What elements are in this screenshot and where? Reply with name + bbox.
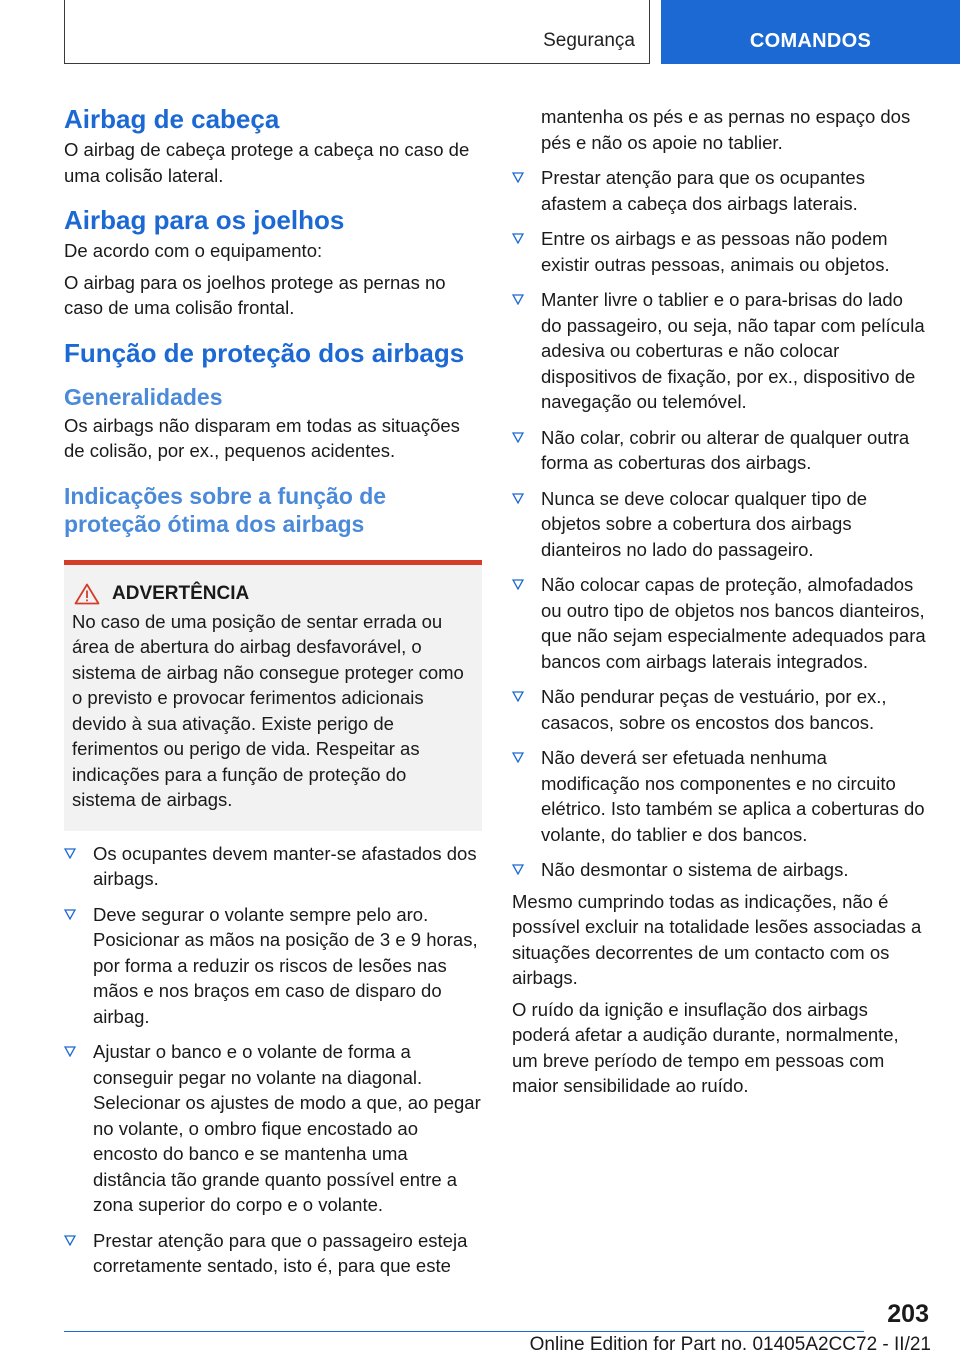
list-item: Não desmontar o sistema de airbags. [512,857,928,883]
triangle-bullet-icon [512,579,524,590]
triangle-bullet-icon [512,493,524,504]
list-item: Não deverá ser efetuada nenhuma modificação nos componentes e no circuito elétrico. Isto também se aplica a coberturas do volante, do tablier e dos bancos. [512,745,928,847]
triangle-bullet-icon [512,432,524,443]
warning-triangle-icon [74,583,100,605]
list-item: Manter livre o tablier e o para-brisas do lado do passageiro, ou seja, não tapar com película adesiva ou coberturas e não colocar dispositivos de fixação, por ex., dispositivo de navegação ou telemóvel. [512,287,928,415]
page-number: 203 [887,1300,929,1328]
page-header [0,0,960,66]
text-knee-airbag: O airbag para os joelhos protege as pernas no caso de uma colisão frontal. [64,271,446,318]
triangle-bullet-icon [512,294,524,305]
triangle-bullet-icon [64,909,76,920]
list-item: Não colocar capas de proteção, almofadados ou outro tipo de objetos nos bancos dianteiros, que não sejam especialmente adequados para bancos com airbags laterais integrados. [512,572,928,674]
list-item: Nunca se deve colocar qualquer tipo de objetos sobre a cobertura dos airbags dianteiros no lado do passageiro. [512,486,928,563]
triangle-bullet-icon [512,752,524,763]
edition-label: Online Edition for Part no. 01405A2CC72 - II/21 [529,1334,931,1355]
bullet-list-right [512,165,928,883]
text-general: Os airbags não disparam em todas as situações de colisão, por ex., pequenos acidentes. [64,414,460,461]
left-column [64,100,482,1279]
list-item: Entre os airbags e as pessoas não podem existir outras pessoas, animais ou objetos. [512,226,928,277]
heading-protection-function: Função de proteção dos airbags [64,337,465,368]
list-item: Não colar, cobrir ou alterar de qualquer outra forma as coberturas dos airbags. [512,425,928,476]
list-item: Ajustar o banco e o volante de forma a conseguir pegar no volante na diagonal. Selecionar os ajustes de modo a que, ao pegar no volante, o ombro fique encostado ao encosto do banco e se mantenha uma distância tão grande quanto possível entre a zona superior do corpo e o volante. [64,1039,482,1218]
text-final-2: O ruído da ignição e insuflação dos airbags poderá afetar a audição durante, normalmente, um breve período de tempo em pessoas com maior sensibilidade ao ruído. [512,998,899,1096]
triangle-bullet-icon [512,864,524,875]
warning-box [64,560,482,831]
right-column [512,100,928,1099]
triangle-bullet-icon [64,1235,76,1246]
heading-general: Generalidades [64,383,223,410]
warning-title: ADVERTÊNCIA [112,582,250,604]
list-item: Prestar atenção para que os ocupantes afastem a cabeça dos airbags laterais. [512,165,928,216]
warning-text: No caso de uma posição de sentar errada ou área de abertura do airbag desfavorável, o sistema de airbag não consegue proteger como o previsto e provocar ferimentos adicionais devido à sua ativação. Existe perigo de ferimentos ou perigo de vida. Respeitar as indicações para a função de proteção do sistema de airbags. [72,610,464,810]
triangle-bullet-icon [64,848,76,859]
triangle-bullet-icon [512,233,524,244]
list-item: Prestar atenção para que o passageiro esteja corretamente sentado, isto é, para que este [64,1228,482,1279]
bullet-continuation: mantenha os pés e as pernas no espaço dos pés e não os apoie no tablier. [541,106,911,153]
bullet-list-left [64,841,482,1279]
heading-head-airbag: Airbag de cabeça [64,104,280,134]
section-label: Segurança [543,30,635,51]
warning-header [74,583,474,605]
chapter-tab: COMANDOS [661,0,960,64]
triangle-bullet-icon [64,1046,76,1057]
text-knee-equipment: De acordo com o equipamento: [64,240,323,261]
text-final-1: Mesmo cumprindo todas as indicações, não é possível excluir na totalidade lesões associadas a situações decorrentes de um contacto com os airbags. [512,890,922,988]
triangle-bullet-icon [512,691,524,702]
heading-indications: Indicações sobre a função de proteção ótima dos airbags [64,482,387,537]
list-item: Não pendurar peças de vestuário, por ex., casacos, sobre os encostos dos bancos. [512,684,928,735]
footer-divider [64,1331,864,1332]
list-item: Os ocupantes devem manter-se afastados dos airbags. [64,841,482,892]
triangle-bullet-icon [512,172,524,183]
list-item: Deve segurar o volante sempre pelo aro. Posicionar as mãos na posição de 3 e 9 horas, por forma a reduzir os riscos de lesões nas mãos e nos braços em caso de disparo do airbag. [64,902,482,1030]
section-box [64,0,650,64]
text-head-airbag: O airbag de cabeça protege a cabeça no caso de uma colisão lateral. [64,139,470,186]
heading-knee-airbag: Airbag para os joelhos [64,205,345,235]
